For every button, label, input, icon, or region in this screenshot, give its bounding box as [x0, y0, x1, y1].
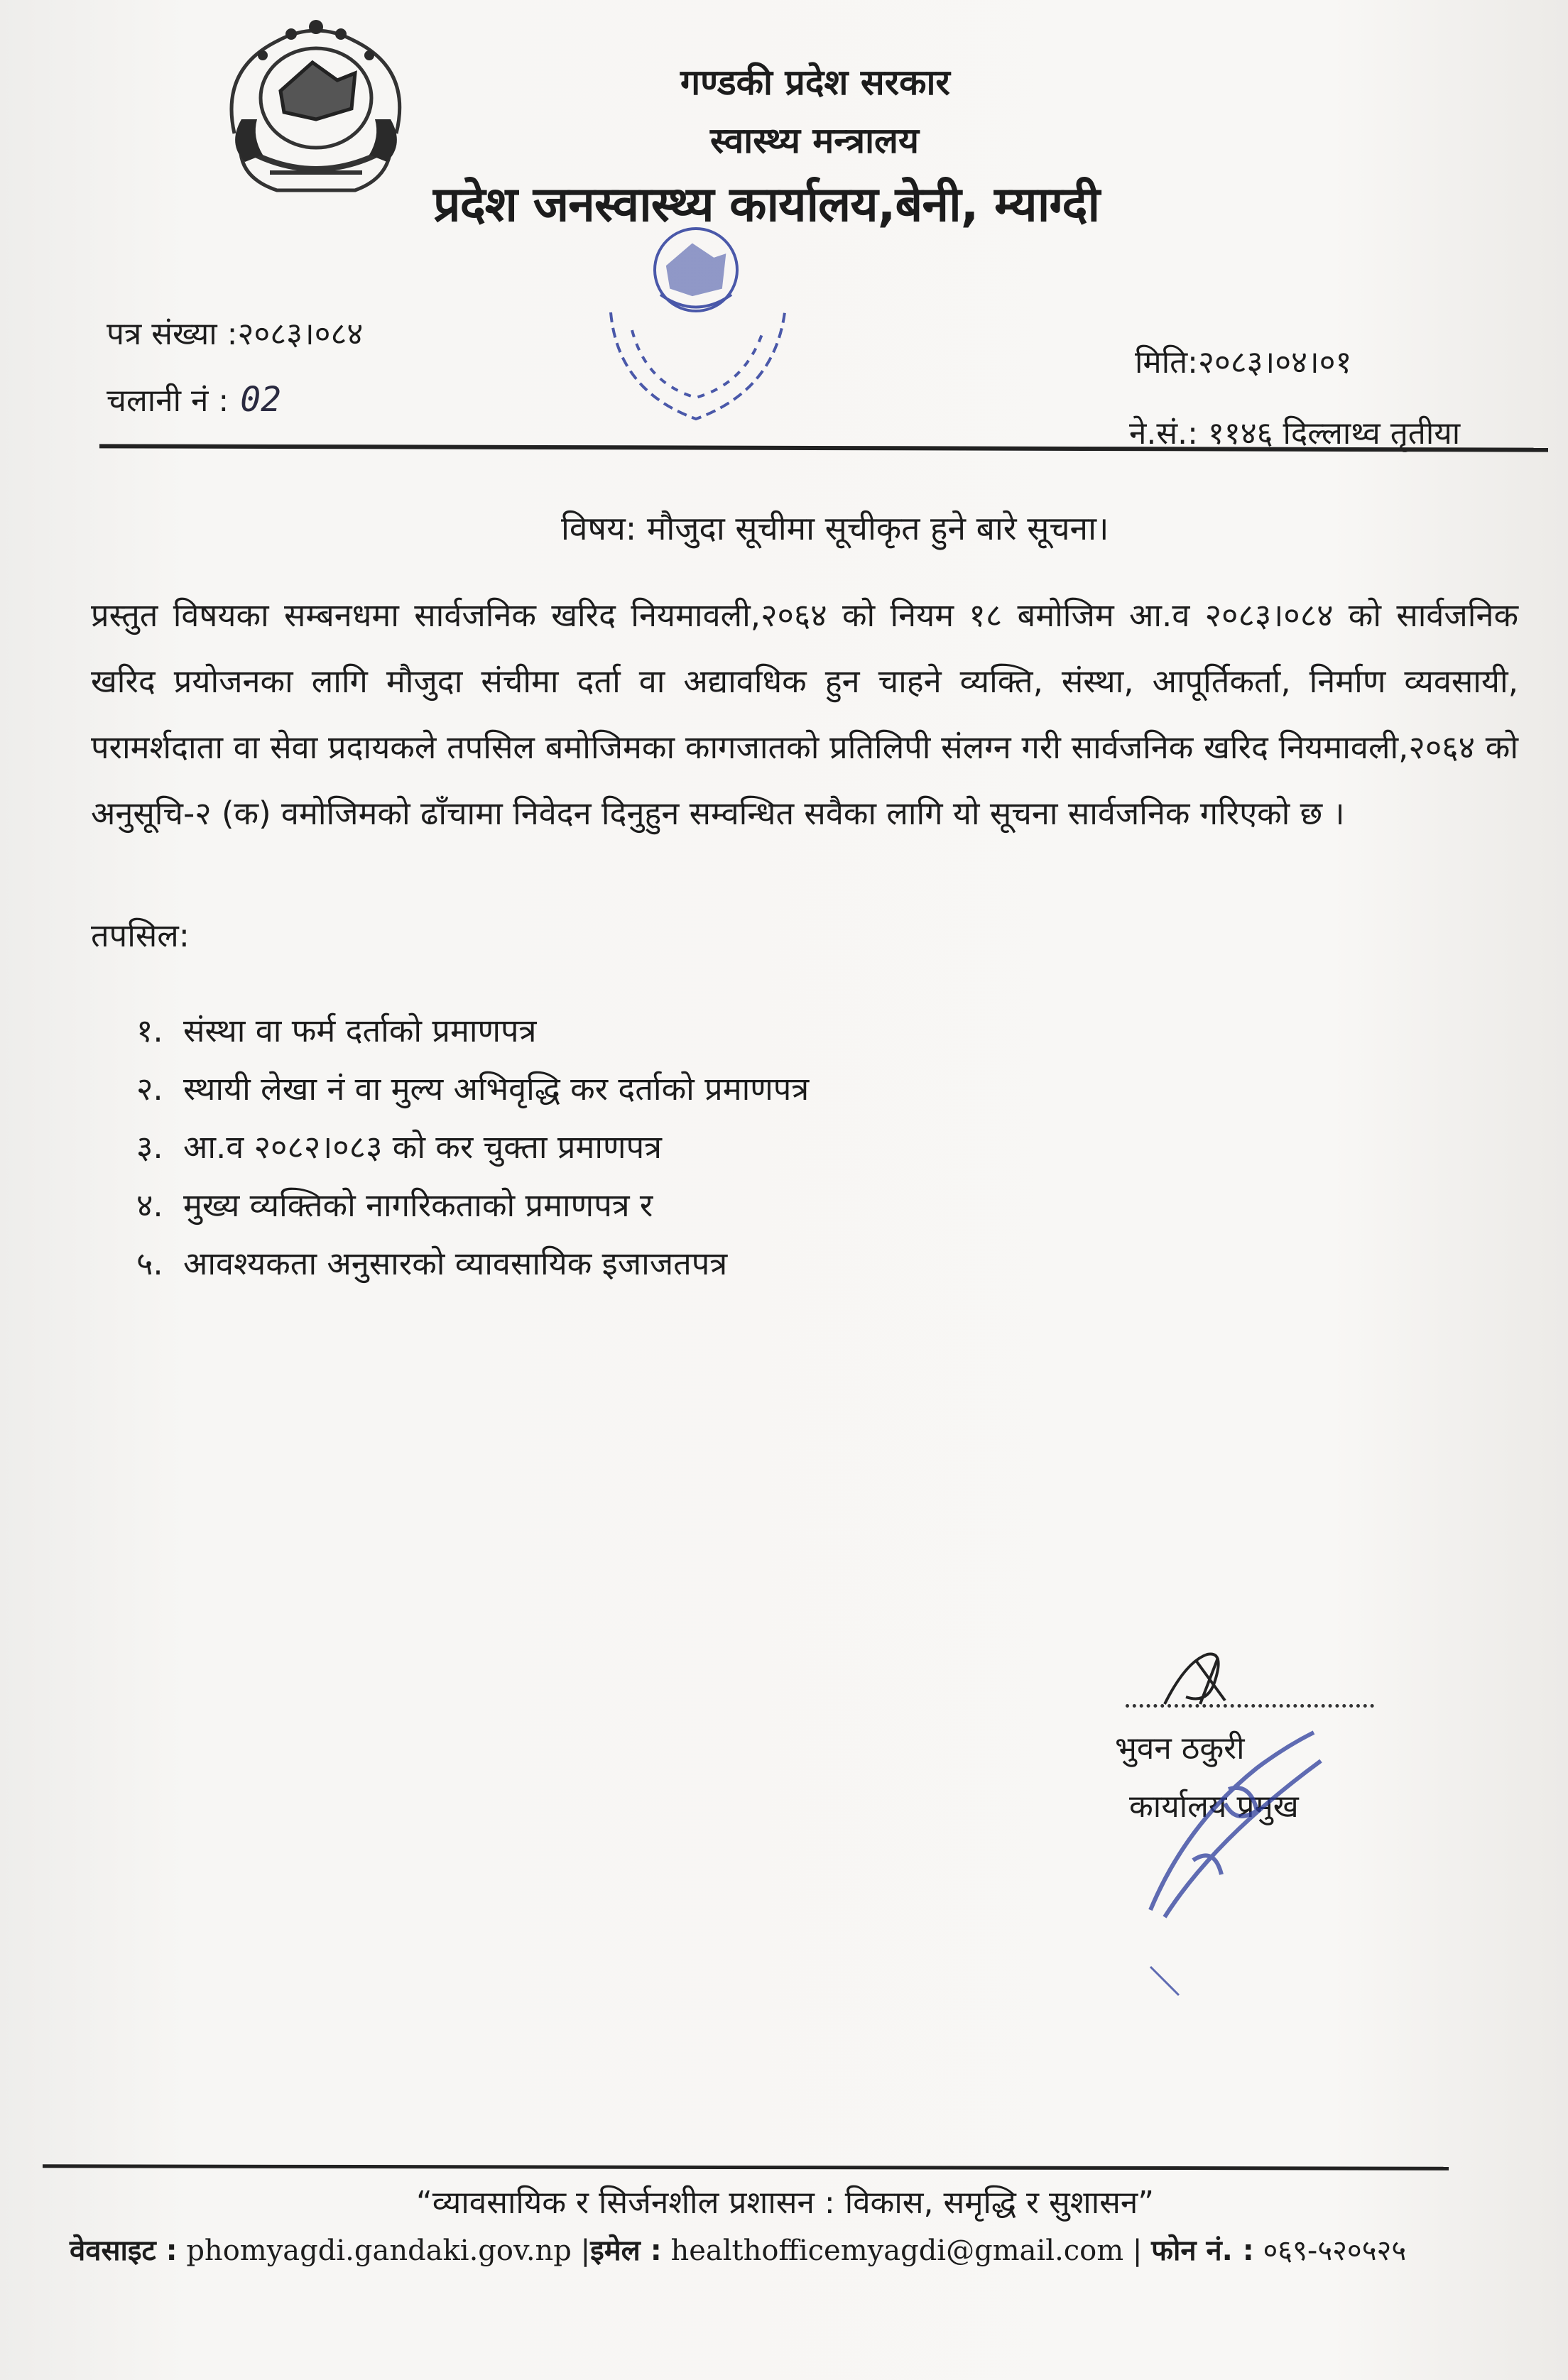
list-item [136, 1183, 809, 1241]
notice-paragraph: प्रस्तुत विषयका सम्बनधमा सार्वजनिक खरिद नियमावली,२०६४ को नियम १८ बमोजिम आ.व २०८३।०८४ को सार्वजनिक खरिद प्रयोजनका लागि मौजुदा संचीमा दर्ता वा अद्यावधिक हुन चाहने व्यक्ति, संस्था, आपूर्तिकर्ता, निर्माण व्यवसायी, परामर्शदाता वा सेवा प्रदायकले तपसिल बमोजिमका कागजातको प्रतिलिपी संलग्न गरी सार्वजनिक खरिद नियमावली,२०६४ को अनुसूचि-२ (क) वमोजिमको ढाँचामा निवेदन दिनुहुन सम्वन्धित सवैका लागि यो सूचना सार्वजनिक गरिएको छ । [91, 596, 1518, 832]
website-label: वेवसाइट : [70, 2234, 178, 2267]
ministry-name: स्वास्थ्य मन्त्रालय [710, 120, 919, 161]
list-item-number: १. [136, 1012, 163, 1049]
list-item [136, 1066, 809, 1125]
phone-label: फोन नं. : [1151, 2234, 1254, 2267]
website-link[interactable]: phomyagdi.gandaki.gov.np [186, 2234, 572, 2267]
handwritten-signature-icon [1158, 1647, 1250, 1711]
footer-divider [43, 2164, 1449, 2170]
office-name: प्रदेश जनस्वास्थ्य कार्यालय,बेनी, म्याग्दी [433, 177, 1100, 233]
nepal-government-emblem-icon [213, 13, 419, 204]
list-item-text: मुख्य व्यक्तिको नागरिकताको प्रमाणपत्र र [183, 1186, 653, 1224]
details-label: तपसिल: [91, 917, 190, 954]
list-item [136, 1241, 809, 1299]
list-item-text: स्थायी लेखा नं वा मुल्य अभिवृद्धि कर दर्ताको प्रमाणपत्र [183, 1070, 810, 1108]
list-item-text: संस्था वा फर्म दर्ताको प्रमाणपत्र [183, 1012, 537, 1049]
government-name: गण्डकी प्रदेश सरकार [680, 62, 950, 103]
letter-date: मिति:२०८३।०४।०१ [1135, 344, 1352, 381]
signer-title: कार्यालय प्रमुख [1129, 1789, 1299, 1825]
signer-name: भुवन ठकुरी [1115, 1730, 1245, 1767]
dispatch-number-row [107, 378, 281, 420]
list-item-text: आ.व २०८२।०८३ को कर चुक्ता प्रमाणपत्र [183, 1128, 662, 1166]
dispatch-label: चलानी नं : [107, 383, 229, 419]
list-item-number: २. [136, 1070, 163, 1108]
list-item-number: ५. [136, 1245, 163, 1282]
list-item-number: ३. [136, 1128, 163, 1166]
list-item-number: ४. [136, 1186, 163, 1224]
letter-reference-number: पत्र संख्या :२०८३।०८४ [107, 316, 364, 352]
dispatch-number: 02 [240, 380, 281, 420]
list-item-text: आवश्यकता अनुसारको व्यावसायिक इजाजतपत्र [183, 1245, 728, 1282]
list-item [136, 1125, 809, 1183]
email-link[interactable]: healthofficemyagdi@gmail.com [670, 2234, 1124, 2267]
office-seal-stamp-icon [589, 206, 802, 433]
office-chief-stamp-icon [1108, 1704, 1378, 2002]
letter-subject: विषय: मौजुदा सूचीमा सूचीकृत हुने बारे सूचना। [561, 509, 1109, 547]
footer-motto: “व्यावसायिक र सिर्जनशील प्रशासन : विकास, समृद्धि र सुशासन” [416, 2185, 1155, 2221]
required-documents-list [136, 1008, 809, 1299]
footer-contact: वेवसाइट : phomyagdi.gandaki.gov.np |इमेल : healthofficemyagdi@gmail.com | फोन नं. : ०६९-५२०५२५ [70, 2234, 1407, 2267]
nepal-sambat-date: ने.सं.: ११४६ दिल्लाथ्व तृतीया [1129, 415, 1461, 452]
phone-number: ०६९-५२०५२५ [1263, 2234, 1407, 2267]
email-label: इमेल : [590, 2234, 662, 2267]
list-item [136, 1008, 809, 1066]
